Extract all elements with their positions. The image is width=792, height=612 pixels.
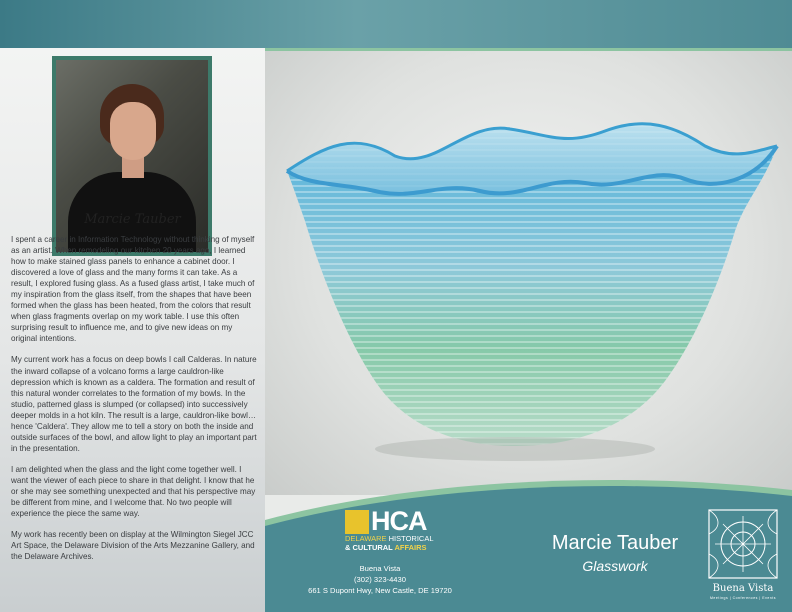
artwork-photo-area (265, 51, 792, 495)
artist-bio (11, 234, 259, 572)
glass-bowl-image (265, 51, 792, 495)
venue-name: Buena Vista (359, 564, 401, 573)
bio-paragraph: I am delighted when the glass and the light come together well. I want the viewer of each piece to share in that delight. I know that he or she may see something unexpected and that his perspective may be different from mine, and I welcome that. No two people will experience the piece the same way. (11, 464, 256, 519)
hca-line-2: & CULTURAL AFFAIRS (345, 543, 427, 552)
delaware-map-icon (345, 510, 369, 534)
bio-paragraph: My current work has a focus on deep bowls I call Calderas. In nature the inward collapse of a volcano forms a large cauldron-like depression which is known as a caldera. The formation and result of this natural wonder correlates to the formation of my bowls. In the studio, patterned glass is slumped (or collapsed) into successively deeper molds in a hot kiln. The result is a large, cauldron-like bowl…hence 'Caldera'. They allow me to tell a story on both the inside and outside surfaces of the bowl, and allow light to play an important part in the presentation. (11, 355, 257, 453)
hca-line-1: DELAWARE HISTORICAL (345, 534, 434, 543)
venue-address: 661 S Dupont Hwy, New Castle, DE 19720 (308, 586, 452, 595)
artist-name: Marcie Tauber (551, 532, 679, 554)
artist-signature: Marcie Tauber (84, 212, 181, 227)
bio-paragraph: I spent a career in Information Technology without thinking of myself as an artist. When remodeling our kitchen 20 years ago, I learned how to make stained glass panels to enhance a cabinet door. I discovered a love of glass and the many forms it can take. As a result, I explored fusing glass. As a fused glass artist, I take much of my inspiration from the glass itself, from the shapes that have been formed when the glass has been heated, from the colors that result when glass fragments overlap on my work table. I use this often surprising result to influence me, and to give new ideas on my original intentions. (11, 235, 255, 344)
hca-logo (345, 506, 465, 558)
medium-label: Glasswork (582, 558, 648, 574)
venue-phone: (302) 323-4430 (354, 575, 406, 584)
venue-contact (300, 563, 460, 596)
hca-abbreviation: HCA (371, 506, 427, 536)
buena-vista-tagline: Meetings | Conferences | Events (710, 596, 776, 600)
buena-vista-name: Buena Vista (712, 583, 774, 594)
bio-paragraph: My work has recently been on display at the Wilmington Siegel JCC Art Space, the Delaware Division of the Arts Mezzanine Gallery, and the Delaware Archives. (11, 530, 255, 562)
top-banner (0, 0, 792, 48)
